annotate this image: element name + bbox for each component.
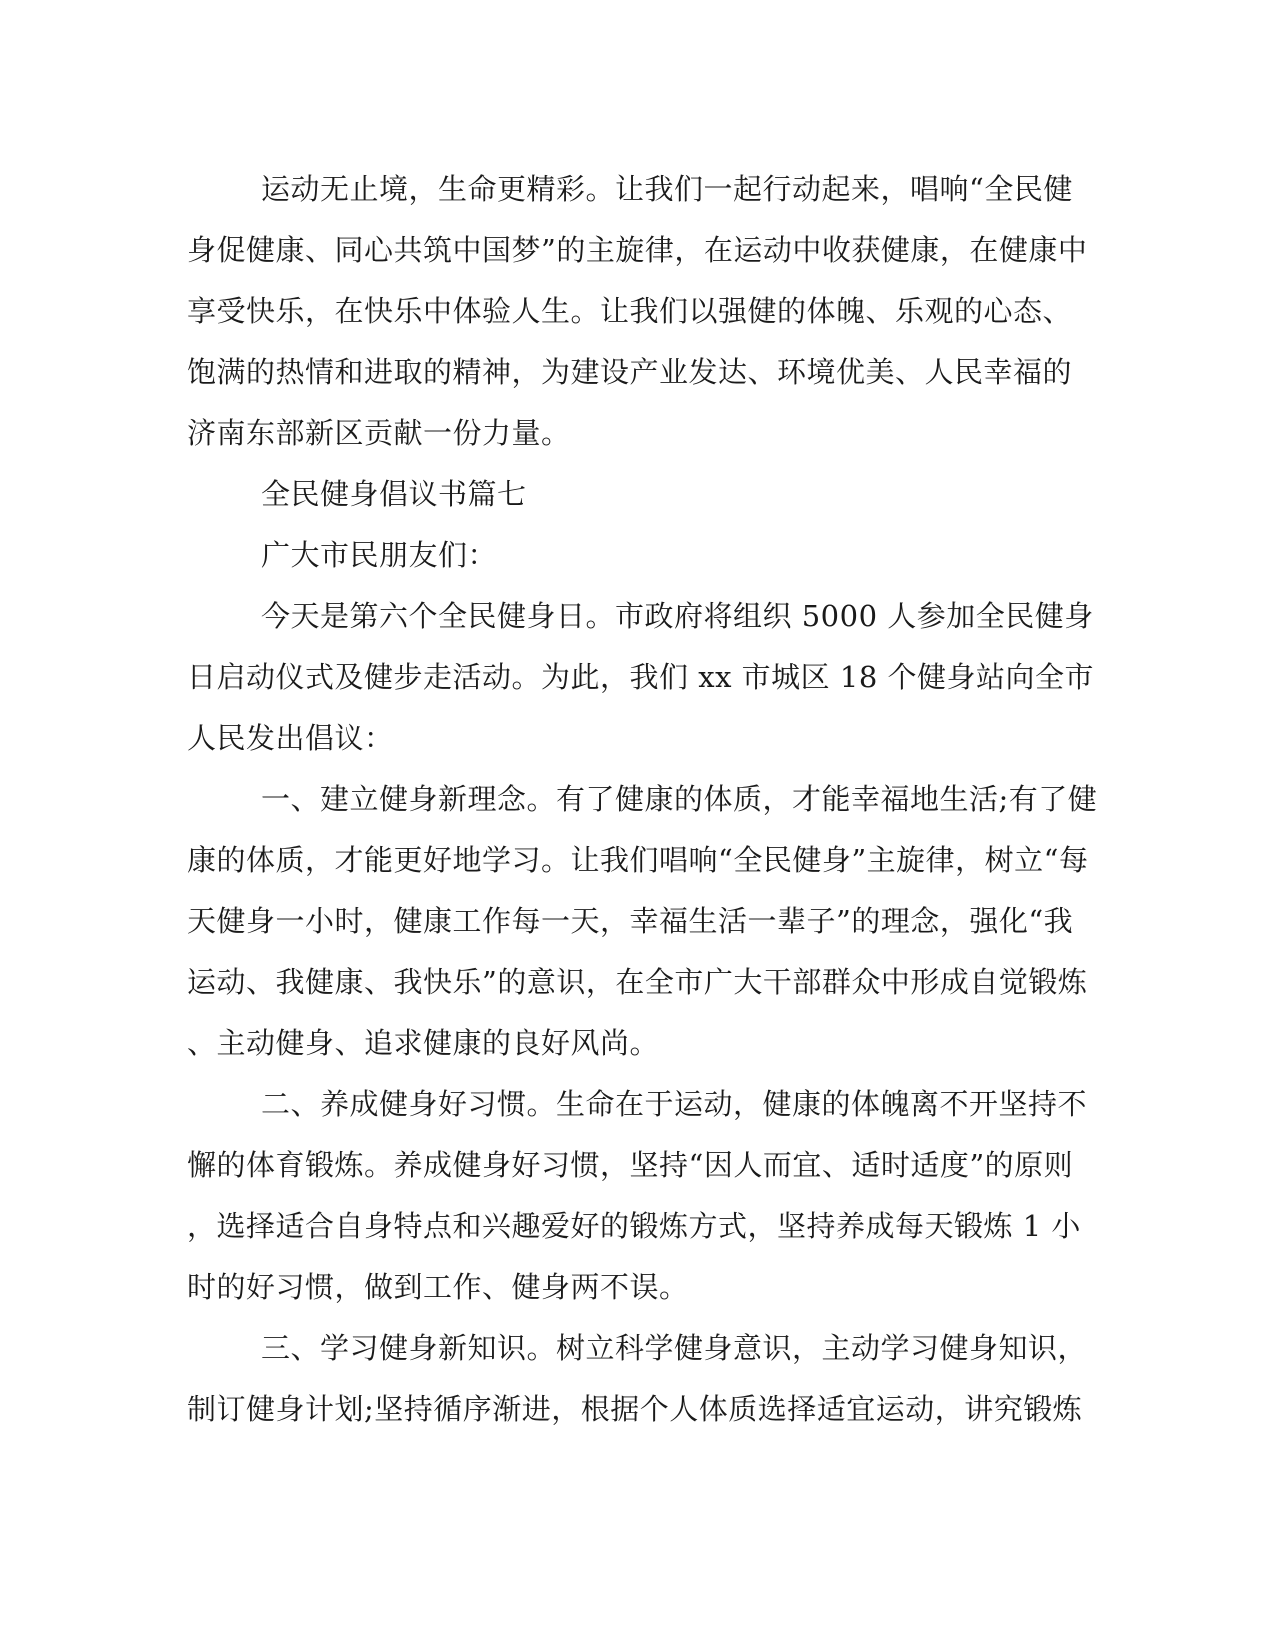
text-line: 今天是第六个全民健身日。市政府将组织 5000 人参加全民健身: [261, 599, 1094, 633]
text-line: 懈的体育锻炼。养成健身好习惯，坚持“因人而宜、适时适度”的原则: [187, 1148, 1074, 1182]
text-line: 运动无止境，生命更精彩。让我们一起行动起来，唱响“全民健: [261, 172, 1073, 206]
text-line: 日启动仪式及健步走活动。为此，我们 xx 市城区 18 个健身站向全市: [187, 660, 1094, 694]
text-line: 一、建立健身新理念。有了健康的体质，才能幸福地生活;有了健: [261, 782, 1098, 816]
text-line: ，选择适合自身特点和兴趣爱好的锻炼方式，坚持养成每天锻炼 1 小: [187, 1209, 1081, 1243]
text-line: 享受快乐，在快乐中体验人生。让我们以强健的体魄、乐观的心态、: [187, 294, 1073, 328]
text-line: 济南东部新区贡献一份力量。: [187, 416, 571, 450]
text-line: 、主动健身、追求健康的良好风尚。: [187, 1026, 660, 1060]
section-heading: 全民健身倡议书篇七: [261, 477, 527, 511]
text-line: 三、学习健身新知识。树立科学健身意识，主动学习健身知识，: [261, 1331, 1088, 1365]
text-line: 饱满的热情和进取的精神，为建设产业发达、环境优美、人民幸福的: [187, 355, 1073, 389]
text-line: 制订健身计划;坚持循序渐进，根据个人体质选择适宜运动，讲究锻炼: [187, 1392, 1083, 1426]
salutation: 广大市民朋友们：: [261, 538, 498, 572]
text-line: 运动、我健康、我快乐”的意识，在全市广大干部群众中形成自觉锻炼: [187, 965, 1088, 999]
document-body: [187, 159, 1098, 1440]
text-line: 康的体质，才能更好地学习。让我们唱响“全民健身”主旋律，树立“每: [187, 843, 1089, 877]
text-line: 时的好习惯，做到工作、健身两不误。: [187, 1270, 689, 1304]
text-line: 天健身一小时，健康工作每一天，幸福生活一辈子”的理念，强化“我: [187, 904, 1074, 938]
text-line: 身促健康、同心共筑中国梦”的主旋律，在运动中收获健康，在健康中: [187, 233, 1088, 267]
text-line: 人民发出倡议：: [187, 721, 394, 755]
text-line: 二、养成健身好习惯。生命在于运动，健康的体魄离不开坚持不: [261, 1087, 1088, 1121]
